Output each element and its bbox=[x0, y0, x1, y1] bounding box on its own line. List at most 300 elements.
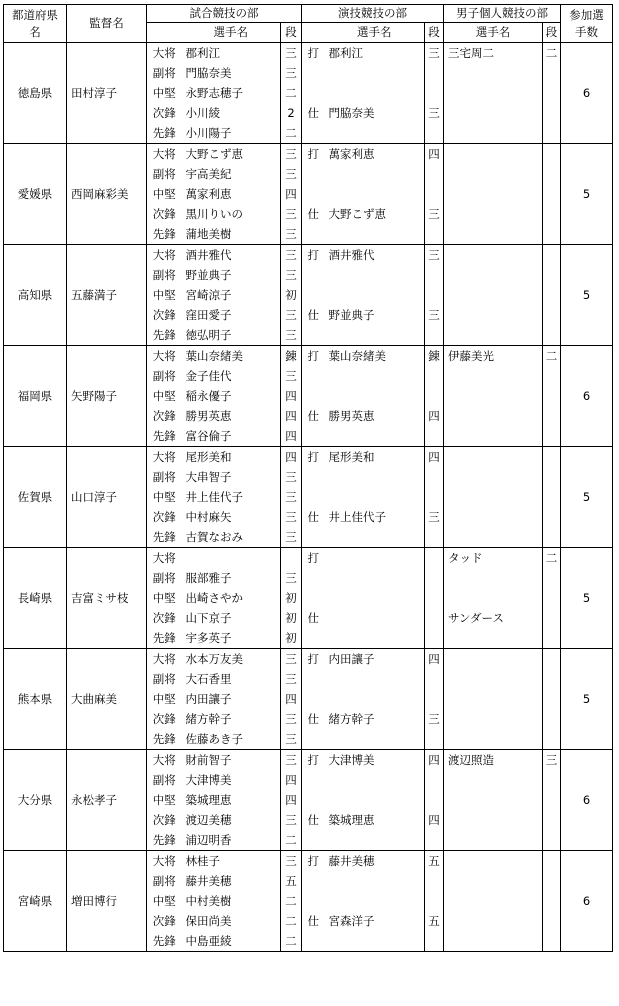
player-dan: 三 bbox=[281, 245, 302, 266]
kata-player-name: 大野こず恵 bbox=[325, 204, 425, 224]
men-dan-blank bbox=[543, 285, 561, 305]
player-dan: 二 bbox=[281, 83, 302, 103]
men-blank bbox=[444, 729, 543, 750]
kata-role-blank bbox=[302, 689, 325, 709]
kata-player-name: 築城理恵 bbox=[325, 810, 425, 830]
team-row bbox=[4, 245, 613, 266]
men-player-dan bbox=[543, 810, 561, 830]
player-name: 緒方幹子 bbox=[182, 709, 281, 729]
kata-player-name: 門脇奈美 bbox=[325, 103, 425, 123]
player-name bbox=[182, 548, 281, 569]
men-dan-blank bbox=[543, 871, 561, 891]
player-dan: 三 bbox=[281, 669, 302, 689]
header-match: 試合競技の部 bbox=[147, 5, 302, 23]
position-label: 中堅 bbox=[147, 487, 182, 507]
men-dan-blank bbox=[543, 588, 561, 608]
kata-blank bbox=[325, 325, 425, 346]
kata-role-blank bbox=[302, 628, 325, 649]
position-label: 中堅 bbox=[147, 891, 182, 911]
men-blank bbox=[444, 568, 543, 588]
player-dan: 五 bbox=[281, 871, 302, 891]
position-label: 副将 bbox=[147, 265, 182, 285]
men-player-dan: 二 bbox=[543, 43, 561, 64]
kata-role-blank bbox=[302, 487, 325, 507]
position-label: 中堅 bbox=[147, 285, 182, 305]
position-label: 先鋒 bbox=[147, 628, 182, 649]
kata-role-blank bbox=[302, 527, 325, 548]
coach-name: 山口淳子 bbox=[67, 447, 147, 548]
kata-blank bbox=[325, 83, 425, 103]
player-name: 萬家利恵 bbox=[182, 184, 281, 204]
kata-role-label: 打 bbox=[302, 43, 325, 64]
men-blank bbox=[444, 871, 543, 891]
kata-dan-blank bbox=[425, 164, 444, 184]
player-dan: 三 bbox=[281, 204, 302, 224]
team-row bbox=[4, 750, 613, 771]
kata-player-dan: 四 bbox=[425, 447, 444, 468]
participant-count: 6 bbox=[561, 750, 613, 851]
kata-role-blank bbox=[302, 224, 325, 245]
position-label: 先鋒 bbox=[147, 729, 182, 750]
men-blank bbox=[444, 426, 543, 447]
kata-player-name: 宮森洋子 bbox=[325, 911, 425, 931]
men-blank bbox=[444, 265, 543, 285]
kata-role-label: 仕 bbox=[302, 810, 325, 830]
player-name: 宇高美紀 bbox=[182, 164, 281, 184]
kata-player-dan: 三 bbox=[425, 43, 444, 64]
men-dan-blank bbox=[543, 366, 561, 386]
player-dan: 三 bbox=[281, 305, 302, 325]
men-blank bbox=[444, 891, 543, 911]
kata-player-dan: 四 bbox=[425, 649, 444, 670]
kata-role-label: 打 bbox=[302, 548, 325, 569]
men-player-name bbox=[444, 305, 543, 325]
player-name: 内田讓子 bbox=[182, 689, 281, 709]
men-player-name bbox=[444, 103, 543, 123]
men-player-dan: 二 bbox=[543, 346, 561, 367]
header-match-dan: 段 bbox=[281, 23, 302, 43]
position-label: 大将 bbox=[147, 144, 182, 165]
position-label: 副将 bbox=[147, 63, 182, 83]
player-dan: 初 bbox=[281, 628, 302, 649]
player-name: 窪田愛子 bbox=[182, 305, 281, 325]
kata-role-blank bbox=[302, 931, 325, 952]
prefecture: 宮崎県 bbox=[4, 851, 67, 952]
position-label: 大将 bbox=[147, 649, 182, 670]
men-dan-blank bbox=[543, 83, 561, 103]
prefecture: 高知県 bbox=[4, 245, 67, 346]
player-name: 尾形美和 bbox=[182, 447, 281, 468]
player-dan: 三 bbox=[281, 265, 302, 285]
men-blank bbox=[444, 830, 543, 851]
player-name: 勝男英恵 bbox=[182, 406, 281, 426]
men-player-dan bbox=[543, 507, 561, 527]
men-player-name: サンダース bbox=[444, 608, 543, 628]
men-player-name bbox=[444, 204, 543, 224]
player-name: 門脇奈美 bbox=[182, 63, 281, 83]
player-dan: 三 bbox=[281, 729, 302, 750]
position-label: 大将 bbox=[147, 750, 182, 771]
position-label: 次鋒 bbox=[147, 103, 182, 123]
team-row bbox=[4, 548, 613, 569]
men-player-name: 伊藤美光 bbox=[444, 346, 543, 367]
kata-role-blank bbox=[302, 871, 325, 891]
position-label: 次鋒 bbox=[147, 709, 182, 729]
men-player-name bbox=[444, 810, 543, 830]
kata-dan-blank bbox=[425, 265, 444, 285]
player-name: 中島亜綾 bbox=[182, 931, 281, 952]
coach-name: 五藤満子 bbox=[67, 245, 147, 346]
kata-player-dan bbox=[425, 608, 444, 628]
player-dan: 三 bbox=[281, 810, 302, 830]
player-dan: 三 bbox=[281, 568, 302, 588]
player-dan: 四 bbox=[281, 689, 302, 709]
men-dan-blank bbox=[543, 224, 561, 245]
men-blank bbox=[444, 83, 543, 103]
kata-player-name: 酒井雅代 bbox=[325, 245, 425, 266]
kata-dan-blank bbox=[425, 123, 444, 144]
men-dan-blank bbox=[543, 487, 561, 507]
men-player-name: 三宅周二 bbox=[444, 43, 543, 64]
player-dan: 三 bbox=[281, 325, 302, 346]
kata-role-label: 打 bbox=[302, 447, 325, 468]
player-dan: 四 bbox=[281, 790, 302, 810]
men-blank bbox=[444, 628, 543, 649]
men-dan-blank bbox=[543, 123, 561, 144]
position-label: 副将 bbox=[147, 669, 182, 689]
kata-player-name: 萬家利恵 bbox=[325, 144, 425, 165]
men-player-name bbox=[444, 851, 543, 872]
player-name: 中村麻矢 bbox=[182, 507, 281, 527]
prefecture: 大分県 bbox=[4, 750, 67, 851]
prefecture: 熊本県 bbox=[4, 649, 67, 750]
kata-dan-blank bbox=[425, 325, 444, 346]
kata-player-dan: 三 bbox=[425, 709, 444, 729]
kata-role-label: 仕 bbox=[302, 507, 325, 527]
men-player-dan bbox=[543, 911, 561, 931]
kata-blank bbox=[325, 568, 425, 588]
player-dan: 三 bbox=[281, 507, 302, 527]
kata-dan-blank bbox=[425, 568, 444, 588]
player-dan: 三 bbox=[281, 467, 302, 487]
kata-dan-blank bbox=[425, 790, 444, 810]
player-name: 藤井美穂 bbox=[182, 871, 281, 891]
kata-blank bbox=[325, 224, 425, 245]
player-dan: 四 bbox=[281, 770, 302, 790]
kata-dan-blank bbox=[425, 184, 444, 204]
kata-blank bbox=[325, 467, 425, 487]
player-name: 井上佳代子 bbox=[182, 487, 281, 507]
men-player-name bbox=[444, 709, 543, 729]
player-dan: 初 bbox=[281, 588, 302, 608]
kata-player-dan: 五 bbox=[425, 911, 444, 931]
kata-player-dan: 三 bbox=[425, 204, 444, 224]
kata-role-label: 打 bbox=[302, 144, 325, 165]
kata-blank bbox=[325, 871, 425, 891]
prefecture: 徳島県 bbox=[4, 43, 67, 144]
kata-role-blank bbox=[302, 467, 325, 487]
player-dan: 四 bbox=[281, 447, 302, 468]
men-blank bbox=[444, 366, 543, 386]
player-dan: 三 bbox=[281, 487, 302, 507]
kata-blank bbox=[325, 689, 425, 709]
player-name: 財前智子 bbox=[182, 750, 281, 771]
player-name: 大野こず恵 bbox=[182, 144, 281, 165]
men-dan-blank bbox=[543, 527, 561, 548]
position-label: 先鋒 bbox=[147, 527, 182, 548]
player-name: 渡辺美穂 bbox=[182, 810, 281, 830]
kata-player-name: 尾形美和 bbox=[325, 447, 425, 468]
men-blank bbox=[444, 669, 543, 689]
player-dan: 四 bbox=[281, 426, 302, 447]
kata-player-dan: 錬 bbox=[425, 346, 444, 367]
position-label: 大将 bbox=[147, 245, 182, 266]
kata-dan-blank bbox=[425, 426, 444, 447]
header-men: 男子個人競技の部 bbox=[444, 5, 561, 23]
team-row bbox=[4, 649, 613, 670]
kata-blank bbox=[325, 669, 425, 689]
player-dan: 三 bbox=[281, 851, 302, 872]
kata-player-dan: 三 bbox=[425, 245, 444, 266]
player-name: 中村美樹 bbox=[182, 891, 281, 911]
player-dan: 二 bbox=[281, 931, 302, 952]
men-player-name bbox=[444, 649, 543, 670]
kata-player-name: 勝男英恵 bbox=[325, 406, 425, 426]
position-label: 次鋒 bbox=[147, 608, 182, 628]
men-player-name bbox=[444, 447, 543, 468]
kata-player-dan: 五 bbox=[425, 851, 444, 872]
men-blank bbox=[444, 588, 543, 608]
men-dan-blank bbox=[543, 931, 561, 952]
player-dan: 錬 bbox=[281, 346, 302, 367]
coach-name: 吉富ミサ枝 bbox=[67, 548, 147, 649]
prefecture: 佐賀県 bbox=[4, 447, 67, 548]
kata-role-blank bbox=[302, 891, 325, 911]
position-label: 中堅 bbox=[147, 386, 182, 406]
player-dan: 二 bbox=[281, 891, 302, 911]
kata-dan-blank bbox=[425, 285, 444, 305]
kata-dan-blank bbox=[425, 386, 444, 406]
player-name: 富谷倫子 bbox=[182, 426, 281, 447]
men-player-name: 渡辺照造 bbox=[444, 750, 543, 771]
position-label: 次鋒 bbox=[147, 305, 182, 325]
men-blank bbox=[444, 123, 543, 144]
kata-blank bbox=[325, 931, 425, 952]
position-label: 大将 bbox=[147, 346, 182, 367]
player-name: 佐藤あき子 bbox=[182, 729, 281, 750]
kata-role-blank bbox=[302, 790, 325, 810]
men-player-dan bbox=[543, 245, 561, 266]
participant-count: 5 bbox=[561, 548, 613, 649]
header-count: 参加選手数 bbox=[561, 5, 613, 43]
kata-player-dan: 四 bbox=[425, 750, 444, 771]
player-name: 保田尚美 bbox=[182, 911, 281, 931]
position-label: 先鋒 bbox=[147, 224, 182, 245]
kata-role-label: 打 bbox=[302, 346, 325, 367]
player-dan bbox=[281, 548, 302, 569]
men-blank bbox=[444, 386, 543, 406]
men-player-name bbox=[444, 911, 543, 931]
kata-blank bbox=[325, 527, 425, 548]
header-coach: 監督名 bbox=[67, 5, 147, 43]
kata-blank bbox=[325, 830, 425, 851]
participant-count: 5 bbox=[561, 447, 613, 548]
position-label: 副将 bbox=[147, 366, 182, 386]
men-dan-blank bbox=[543, 265, 561, 285]
men-dan-blank bbox=[543, 891, 561, 911]
kata-blank bbox=[325, 588, 425, 608]
kata-player-dan: 三 bbox=[425, 305, 444, 325]
position-label: 次鋒 bbox=[147, 810, 182, 830]
player-dan: 四 bbox=[281, 406, 302, 426]
men-dan-blank bbox=[543, 729, 561, 750]
team-row bbox=[4, 346, 613, 367]
kata-player-name: 藤井美穂 bbox=[325, 851, 425, 872]
kata-role-blank bbox=[302, 426, 325, 447]
participant-count: 5 bbox=[561, 144, 613, 245]
player-dan: 三 bbox=[281, 164, 302, 184]
kata-dan-blank bbox=[425, 467, 444, 487]
kata-role-blank bbox=[302, 386, 325, 406]
men-dan-blank bbox=[543, 386, 561, 406]
player-name: 徳弘明子 bbox=[182, 325, 281, 346]
player-name: 野並典子 bbox=[182, 265, 281, 285]
men-player-dan bbox=[543, 709, 561, 729]
coach-name: 田村淳子 bbox=[67, 43, 147, 144]
kata-role-label: 打 bbox=[302, 750, 325, 771]
kata-blank bbox=[325, 164, 425, 184]
header-match-player: 選手名 bbox=[182, 23, 281, 43]
player-name: 山下京子 bbox=[182, 608, 281, 628]
men-player-dan: 二 bbox=[543, 548, 561, 569]
kata-player-name: 井上佳代子 bbox=[325, 507, 425, 527]
kata-role-blank bbox=[302, 729, 325, 750]
men-player-dan bbox=[543, 851, 561, 872]
kata-player-dan: 四 bbox=[425, 144, 444, 165]
men-blank bbox=[444, 527, 543, 548]
header-men-player: 選手名 bbox=[444, 23, 543, 43]
kata-role-blank bbox=[302, 265, 325, 285]
player-name: 築城理恵 bbox=[182, 790, 281, 810]
player-name: 大串智子 bbox=[182, 467, 281, 487]
coach-name: 増田博行 bbox=[67, 851, 147, 952]
kata-player-name: 内田讓子 bbox=[325, 649, 425, 670]
kata-role-label: 仕 bbox=[302, 406, 325, 426]
men-dan-blank bbox=[543, 426, 561, 447]
prefecture: 福岡県 bbox=[4, 346, 67, 447]
position-label: 中堅 bbox=[147, 588, 182, 608]
position-label: 大将 bbox=[147, 447, 182, 468]
men-blank bbox=[444, 164, 543, 184]
men-dan-blank bbox=[543, 63, 561, 83]
men-blank bbox=[444, 184, 543, 204]
position-label: 次鋒 bbox=[147, 406, 182, 426]
participant-count: 5 bbox=[561, 245, 613, 346]
men-player-dan bbox=[543, 144, 561, 165]
header-row-1 bbox=[4, 5, 613, 23]
kata-dan-blank bbox=[425, 487, 444, 507]
player-name: 永野志穂子 bbox=[182, 83, 281, 103]
men-blank bbox=[444, 224, 543, 245]
kata-dan-blank bbox=[425, 770, 444, 790]
kata-blank bbox=[325, 366, 425, 386]
team-row bbox=[4, 447, 613, 468]
position-label: 次鋒 bbox=[147, 507, 182, 527]
player-dan: 三 bbox=[281, 63, 302, 83]
men-player-dan bbox=[543, 649, 561, 670]
kata-blank bbox=[325, 426, 425, 447]
men-dan-blank bbox=[543, 184, 561, 204]
position-label: 先鋒 bbox=[147, 325, 182, 346]
player-name: 黒川りいの bbox=[182, 204, 281, 224]
kata-dan-blank bbox=[425, 224, 444, 245]
coach-name: 永松孝子 bbox=[67, 750, 147, 851]
player-dan: 二 bbox=[281, 911, 302, 931]
header-pref: 都道府県名 bbox=[4, 5, 67, 43]
position-label: 先鋒 bbox=[147, 931, 182, 952]
kata-role-label: 仕 bbox=[302, 911, 325, 931]
kata-player-name: 緒方幹子 bbox=[325, 709, 425, 729]
kata-dan-blank bbox=[425, 689, 444, 709]
team-row bbox=[4, 851, 613, 872]
player-name: 宇多英子 bbox=[182, 628, 281, 649]
participant-count: 6 bbox=[561, 346, 613, 447]
kata-role-blank bbox=[302, 285, 325, 305]
kata-blank bbox=[325, 386, 425, 406]
kata-blank bbox=[325, 184, 425, 204]
position-label: 副将 bbox=[147, 770, 182, 790]
kata-blank bbox=[325, 487, 425, 507]
player-name: 大津博美 bbox=[182, 770, 281, 790]
men-blank bbox=[444, 467, 543, 487]
player-dan: 二 bbox=[281, 830, 302, 851]
participant-count: 6 bbox=[561, 43, 613, 144]
kata-dan-blank bbox=[425, 871, 444, 891]
kata-dan-blank bbox=[425, 527, 444, 548]
men-player-dan bbox=[543, 447, 561, 468]
men-dan-blank bbox=[543, 325, 561, 346]
player-name: 古賀なおみ bbox=[182, 527, 281, 548]
kata-dan-blank bbox=[425, 669, 444, 689]
men-player-dan bbox=[543, 103, 561, 123]
player-name: 酒井雅代 bbox=[182, 245, 281, 266]
men-blank bbox=[444, 790, 543, 810]
prefecture: 愛媛県 bbox=[4, 144, 67, 245]
kata-role-blank bbox=[302, 568, 325, 588]
player-dan: 三 bbox=[281, 709, 302, 729]
men-blank bbox=[444, 285, 543, 305]
player-dan: 二 bbox=[281, 123, 302, 144]
men-player-dan bbox=[543, 608, 561, 628]
position-label: 中堅 bbox=[147, 83, 182, 103]
player-name: 大石香里 bbox=[182, 669, 281, 689]
kata-role-blank bbox=[302, 83, 325, 103]
roster-table bbox=[3, 4, 613, 952]
men-player-name bbox=[444, 406, 543, 426]
player-name: 葉山奈緒美 bbox=[182, 346, 281, 367]
player-dan: 三 bbox=[281, 527, 302, 548]
player-name: 浦辺明香 bbox=[182, 830, 281, 851]
player-name: 林桂子 bbox=[182, 851, 281, 872]
header-enbu-dan: 段 bbox=[425, 23, 444, 43]
kata-player-name: 大津博美 bbox=[325, 750, 425, 771]
player-dan: 初 bbox=[281, 285, 302, 305]
position-label: 副将 bbox=[147, 467, 182, 487]
kata-role-blank bbox=[302, 325, 325, 346]
player-dan: 三 bbox=[281, 649, 302, 670]
position-label: 次鋒 bbox=[147, 911, 182, 931]
coach-name: 西岡麻彩美 bbox=[67, 144, 147, 245]
